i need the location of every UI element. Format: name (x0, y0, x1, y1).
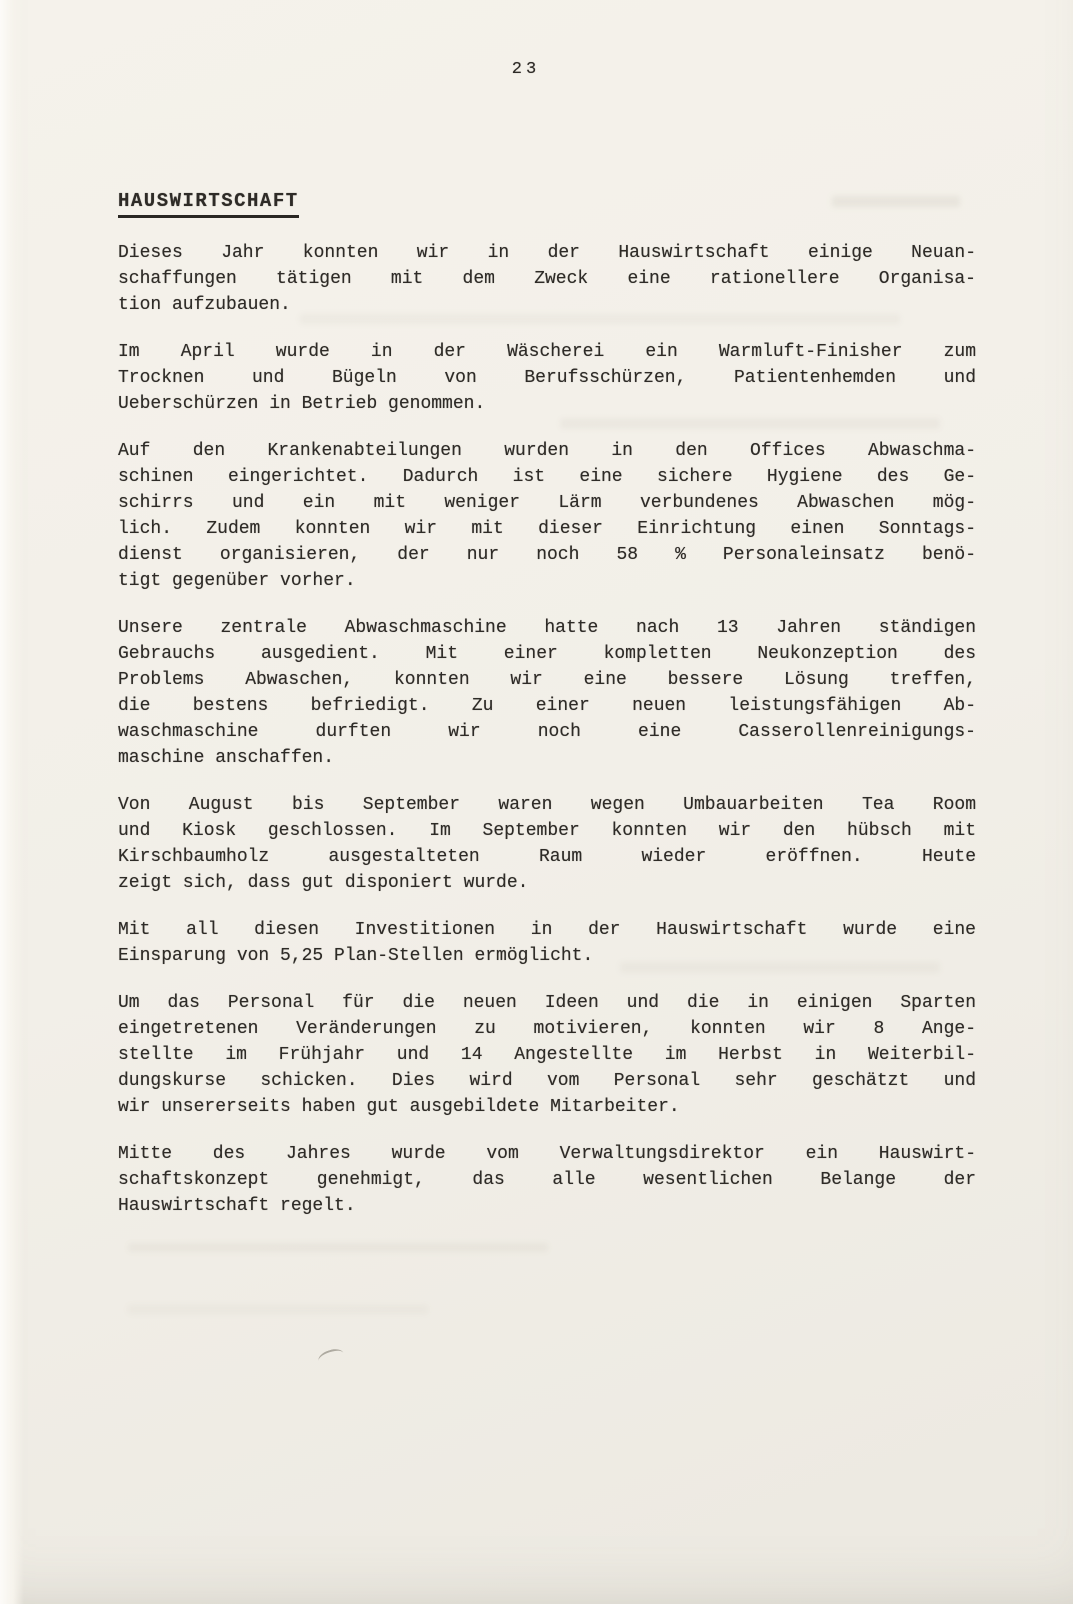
paragraph (118, 240, 976, 318)
text-line: schaffungen tätigen mit dem Zweck eine rationellere Organisa- (118, 269, 976, 289)
paragraph (118, 339, 976, 417)
bleed-through-smudge (128, 1243, 548, 1252)
text-line: schirrs und ein mit weniger Lärm verbundenes Abwaschen mög- (118, 493, 976, 513)
text-line: Dieses Jahr konnten wir in der Hauswirtschaft einige Neuan- (118, 243, 976, 263)
text-line: tion aufzubauen. (118, 295, 291, 315)
text-line: Einsparung von 5,25 Plan-Stellen ermöglicht. (118, 946, 594, 966)
text-line: tigt gegenüber vorher. (118, 571, 356, 591)
text-line: waschmaschine durften wir noch eine Casserollenreinigungs- (118, 722, 976, 742)
text-line: maschine anschaffen. (118, 748, 335, 768)
text-line: Ueberschürzen in Betrieb genommen. (118, 394, 486, 414)
bleed-through-smudge (832, 196, 960, 207)
text-line: Unsere zentrale Abwaschmaschine hatte nach 13 Jahren ständigen (118, 618, 976, 638)
section-heading: HAUSWIRTSCHAFT (118, 190, 299, 218)
text-line: und Kiosk geschlossen. Im September konnten wir den hübsch mit (118, 821, 976, 841)
text-line: Auf den Krankenabteilungen wurden in den Offices Abwaschma- (118, 441, 976, 461)
bleed-through-smudge (128, 1305, 428, 1314)
text-line: Kirschbaumholz ausgestalteten Raum wieder eröffnen. Heute (118, 847, 976, 867)
paragraph (118, 615, 976, 771)
paragraph (118, 792, 976, 896)
text-line: dienst organisieren, der nur noch 58 % Personaleinsatz benö- (118, 545, 976, 565)
text-line: Trocknen und Bügeln von Berufsschürzen, Patientenhemden und (118, 368, 976, 388)
text-line: stellte im Frühjahr und 14 Angestellte im Herbst in Weiterbil- (118, 1045, 976, 1065)
text-line: Von August bis September waren wegen Umbauarbeiten Tea Room (118, 795, 976, 815)
page-number: 23 (511, 60, 541, 79)
text-line: Im April wurde in der Wäscherei ein Warmluft-Finisher zum (118, 342, 976, 362)
stray-pen-mark (316, 1346, 345, 1367)
text-line: wir unsererseits haben gut ausgebildete Mitarbeiter. (118, 1097, 680, 1117)
paragraph (118, 917, 976, 969)
text-line: Um das Personal für die neuen Ideen und die in einigen Sparten (118, 993, 976, 1013)
text-line: Hauswirtschaft regelt. (118, 1196, 356, 1216)
text-line: schinen eingerichtet. Dadurch ist eine sichere Hygiene des Ge- (118, 467, 976, 487)
text-line: Gebrauchs ausgedient. Mit einer kompletten Neukonzeption des (118, 644, 976, 664)
text-line: Mit all diesen Investitionen in der Hauswirtschaft wurde eine (118, 920, 976, 940)
text-line: lich. Zudem konnten wir mit dieser Einrichtung einen Sonntags- (118, 519, 976, 539)
text-line: eingetretenen Veränderungen zu motivieren, konnten wir 8 Ange- (118, 1019, 976, 1039)
text-line: zeigt sich, dass gut disponiert wurde. (118, 873, 529, 893)
paragraph (118, 438, 976, 594)
paragraph (118, 1141, 976, 1219)
text-line: schaftskonzept genehmigt, das alle wesentlichen Belange der (118, 1170, 976, 1190)
text-line: die bestens befriedigt. Zu einer neuen leistungsfähigen Ab- (118, 696, 976, 716)
scan-edge-highlight (0, 0, 24, 1604)
paragraph (118, 990, 976, 1120)
text-line: Problems Abwaschen, konnten wir eine bessere Lösung treffen, (118, 670, 976, 690)
document-body (118, 240, 976, 1240)
text-line: dungskurse schicken. Dies wird vom Personal sehr geschätzt und (118, 1071, 976, 1091)
text-line: Mitte des Jahres wurde vom Verwaltungsdirektor ein Hauswirt- (118, 1144, 976, 1164)
